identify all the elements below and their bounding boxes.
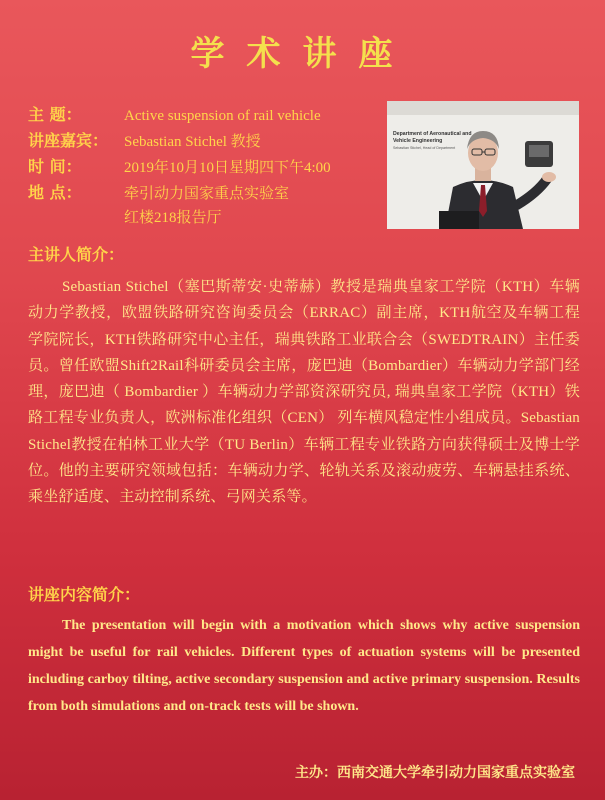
place-value-1: 牵引动力国家重点实验室	[124, 186, 290, 202]
time-label: 时 间：	[28, 157, 82, 176]
topic-label: 主 题：	[28, 105, 82, 124]
abstract-heading: 讲座内容简介：	[28, 585, 141, 604]
sign-line-3: Sebastian Stichel, Head of Department	[393, 146, 456, 150]
bio-heading: 主讲人简介：	[28, 245, 125, 264]
host-line: 主办：西南交通大学牵引动力国家重点实验室	[295, 765, 575, 781]
poster-title: 学术讲座	[190, 34, 415, 74]
place-row	[28, 180, 289, 206]
place-row-2	[28, 206, 222, 232]
speaker-photo-illustration	[387, 101, 579, 229]
sign-line-1: Department of Aeronautical and	[393, 131, 472, 137]
speaker-value: Sebastian Stichel 教授	[124, 134, 261, 150]
time-row	[28, 154, 331, 180]
abstract-text: The presentation will begin with a motivation which shows why active suspension might be useful for rail vehicles. Different types of actuation systems will be presented including carboy tilting, active secondary suspension and active primary suspension. Results from both simulations and on-track tests will be shown.	[28, 618, 580, 714]
speaker-row	[28, 128, 261, 154]
sign-line-2: Vehicle Engineering	[393, 138, 443, 144]
topic-value: Active suspension of rail vehicle	[124, 108, 321, 124]
speaker-photo	[387, 101, 579, 229]
speaker-label: 讲座嘉宾：	[28, 131, 109, 150]
place-value-2: 红楼218报告厅	[124, 210, 222, 226]
topic-row	[28, 102, 321, 128]
bio-text: Sebastian Stichel（塞巴斯蒂安·史蒂赫）教授是瑞典皇家工学院（KTH）车辆动力学教授，欧盟铁路研究咨询委员会（ERRAC）副主席，KTH航空及车辆工程学院院长，KTH铁路研究中心主任，瑞典铁路工业联合会（SWEDTRAIN）主任委员。曾任欧盟Shift2Rail科研委员会主席，庞巴迪（Bombardier）车辆动力学部门经理，庞巴迪（ Bombardier ）车辆动力学部资深研究员, 瑞典皇家工学院（KTH）铁路工程专业负责人，欧洲标准化组织（CEN） 列车横风稳定性小组成员。Sebastian Stichel教授在柏林工业大学（TU Berlin）车辆工程专业铁路方向获得硕士及博士学位。他的主要研究领域包括：车辆动力学、轮轨关系及滚动疲劳、车辆悬挂系统、乘坐舒适度、主动控制系统、弓网关系等。	[28, 279, 580, 506]
time-value: 2019年10月10日星期四下午4:00	[124, 160, 331, 176]
place-label: 地 点：	[28, 183, 82, 202]
